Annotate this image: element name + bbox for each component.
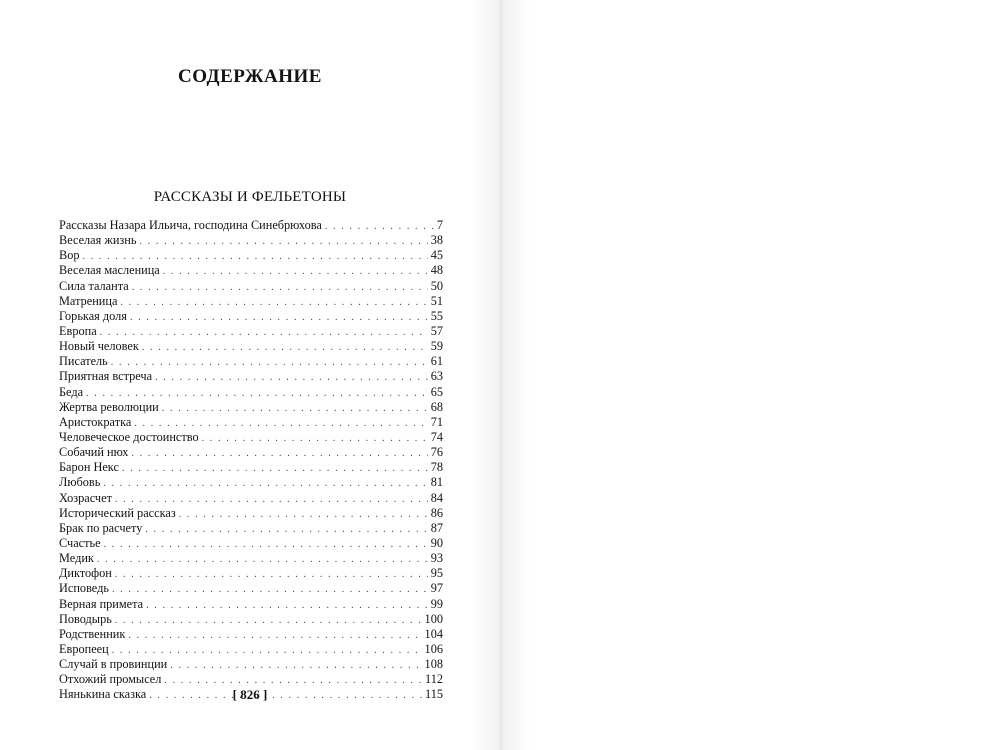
toc-entry-title: Верная примета [59, 596, 144, 611]
toc-entry-page: 97 [430, 581, 443, 596]
toc-entry-page: 86 [430, 505, 443, 520]
toc-entry [59, 263, 443, 278]
dot-leader [83, 249, 428, 263]
dot-leader [132, 280, 428, 294]
toc-entry-title: Рассказы Назара Ильича, господина Синебрюхова [59, 218, 322, 232]
toc-entry-title: Любовь [59, 475, 101, 490]
toc-entry-page: 112 [425, 672, 443, 687]
dot-leader [122, 461, 428, 475]
toc-entry [59, 612, 443, 627]
toc-entry [59, 536, 443, 551]
dot-leader [170, 658, 421, 672]
toc-entry [59, 657, 443, 672]
toc-entry-title: Писатель [59, 354, 108, 369]
dot-leader [128, 628, 421, 642]
dot-leader [162, 401, 428, 415]
toc-entry-page: 93 [430, 551, 443, 566]
toc-entry-page: 51 [430, 293, 443, 308]
toc-entry-title: Отхожий промысел [59, 672, 162, 687]
toc-entry-title: Брак по расчету [59, 520, 143, 535]
dot-leader [139, 234, 427, 248]
dot-leader [115, 492, 428, 506]
toc-entry-page: 95 [430, 566, 443, 581]
toc-entry [59, 672, 443, 687]
toc-entry-title: Аристократка [59, 414, 132, 429]
dot-leader [134, 416, 427, 430]
toc-entry-page: 76 [430, 445, 443, 460]
toc-entry-title: Нянькина сказка [59, 687, 147, 702]
toc-entry [59, 581, 443, 596]
dot-leader [145, 522, 427, 536]
toc-entry-page: 65 [430, 384, 443, 399]
toc-entry-page: 63 [430, 369, 443, 384]
toc-entry [59, 521, 443, 536]
toc-entry-page: 38 [430, 233, 443, 248]
toc-entry-page: 99 [430, 596, 443, 611]
toc-entry [59, 460, 443, 475]
toc-entry [59, 597, 443, 612]
toc-entry-title: Европа [59, 323, 97, 338]
toc-entry-title: Сила таланта [59, 278, 129, 293]
dot-leader [163, 264, 428, 278]
dot-leader [115, 567, 428, 581]
toc-entry-page: 50 [430, 278, 443, 293]
toc-entry-title: Счастье [59, 535, 101, 550]
dot-leader [103, 476, 427, 490]
toc-entry-title: Диктофон [59, 566, 112, 581]
dot-leader [112, 582, 428, 596]
dot-leader [97, 552, 428, 566]
toc-entry [59, 354, 443, 369]
toc-entry-title: Веселая жизнь [59, 233, 137, 248]
toc-entry-title: Беда [59, 384, 84, 399]
toc-entry [59, 400, 443, 415]
dot-leader [130, 310, 428, 324]
dot-leader [100, 325, 428, 339]
section-title: РАССКАЗЫ И ФЕЛЬЕТОНЫ [153, 189, 347, 205]
dot-leader [155, 370, 428, 384]
toc-entry-page: 104 [424, 626, 443, 641]
toc-entry-title: Поводырь [59, 611, 112, 626]
toc-entry [59, 642, 443, 657]
toc-entry [59, 279, 443, 294]
toc-entry-title: Случай в провинции [59, 657, 168, 672]
toc-entry-title: Исповедь [59, 581, 109, 596]
toc-entry [59, 248, 443, 263]
toc-entry [59, 445, 443, 460]
toc-entry-title: Барон Некс [59, 460, 119, 475]
left-page [0, 0, 500, 750]
dot-leader [179, 507, 428, 521]
toc-entry-title: Родственник [59, 626, 126, 641]
dot-leader [131, 446, 427, 460]
dot-leader [112, 643, 422, 657]
toc-entry-page: 115 [425, 687, 443, 702]
toc-entry [59, 566, 443, 581]
dot-leader [164, 673, 422, 687]
toc-entry-page: 106 [424, 641, 443, 656]
toc-entry [59, 415, 443, 430]
dot-leader [202, 431, 428, 445]
toc-entry-page: 55 [430, 308, 443, 323]
toc-entry-page: 78 [430, 460, 443, 475]
dot-leader [120, 295, 427, 309]
toc-entry-title: Горькая доля [59, 308, 127, 323]
toc-entry-page: 74 [430, 429, 443, 444]
toc-entry-page: 84 [430, 490, 443, 505]
toc-entry-page: 108 [424, 657, 443, 672]
toc-entry-page: 100 [424, 611, 443, 626]
toc-entry-title: Человеческое достоинство [59, 429, 199, 444]
toc-entry [59, 309, 443, 324]
toc-entry-page: 71 [430, 414, 443, 429]
toc-entry-page: 68 [430, 399, 443, 414]
toc-entry-title: Жертва революции [59, 399, 159, 414]
toc-entry-page: 87 [430, 520, 443, 535]
toc-entry [59, 218, 443, 233]
toc-entry-title: Исторический рассказ [59, 505, 176, 520]
toc-entry [59, 551, 443, 566]
toc-entry [59, 369, 443, 384]
toc-entry-title: Матреница [59, 293, 118, 308]
toc-entry-page: 59 [430, 339, 443, 354]
toc-list-left [59, 218, 443, 703]
toc-entry [59, 627, 443, 642]
page-number-left: [ 826 ] [232, 687, 268, 702]
page-title: СОДЕРЖАНИЕ [178, 66, 322, 87]
toc-entry-page: 57 [430, 323, 443, 338]
toc-entry [59, 339, 443, 354]
toc-entry-title: Приятная встреча [59, 369, 153, 384]
toc-entry-page: 81 [430, 475, 443, 490]
dot-leader [325, 219, 434, 233]
toc-entry [59, 475, 443, 490]
dot-leader [104, 537, 428, 551]
toc-entry-title: Веселая масленица [59, 263, 160, 278]
toc-entry-page: 61 [430, 354, 443, 369]
toc-entry-page: 48 [430, 263, 443, 278]
toc-entry [59, 233, 443, 248]
toc-entry [59, 491, 443, 506]
dot-leader [86, 386, 428, 400]
dot-leader [146, 598, 428, 612]
toc-entry-page: 45 [430, 248, 443, 263]
dot-leader [111, 355, 428, 369]
toc-entry [59, 506, 443, 521]
toc-entry-page: 7 [436, 218, 443, 232]
toc-entry-title: Хозрасчет [59, 490, 112, 505]
toc-entry [59, 294, 443, 309]
toc-entry [59, 430, 443, 445]
toc-entry-title: Новый человек [59, 339, 139, 354]
dot-leader [115, 613, 422, 627]
toc-entry-title: Собачий нюх [59, 445, 129, 460]
toc-entry-title: Вор [59, 248, 80, 263]
dot-leader [142, 340, 428, 354]
toc-entry-page: 90 [430, 535, 443, 550]
right-page [500, 0, 1001, 750]
toc-entry-title: Европеец [59, 641, 109, 656]
toc-entry [59, 324, 443, 339]
toc-entry-title: Медик [59, 551, 94, 566]
toc-entry [59, 385, 443, 400]
